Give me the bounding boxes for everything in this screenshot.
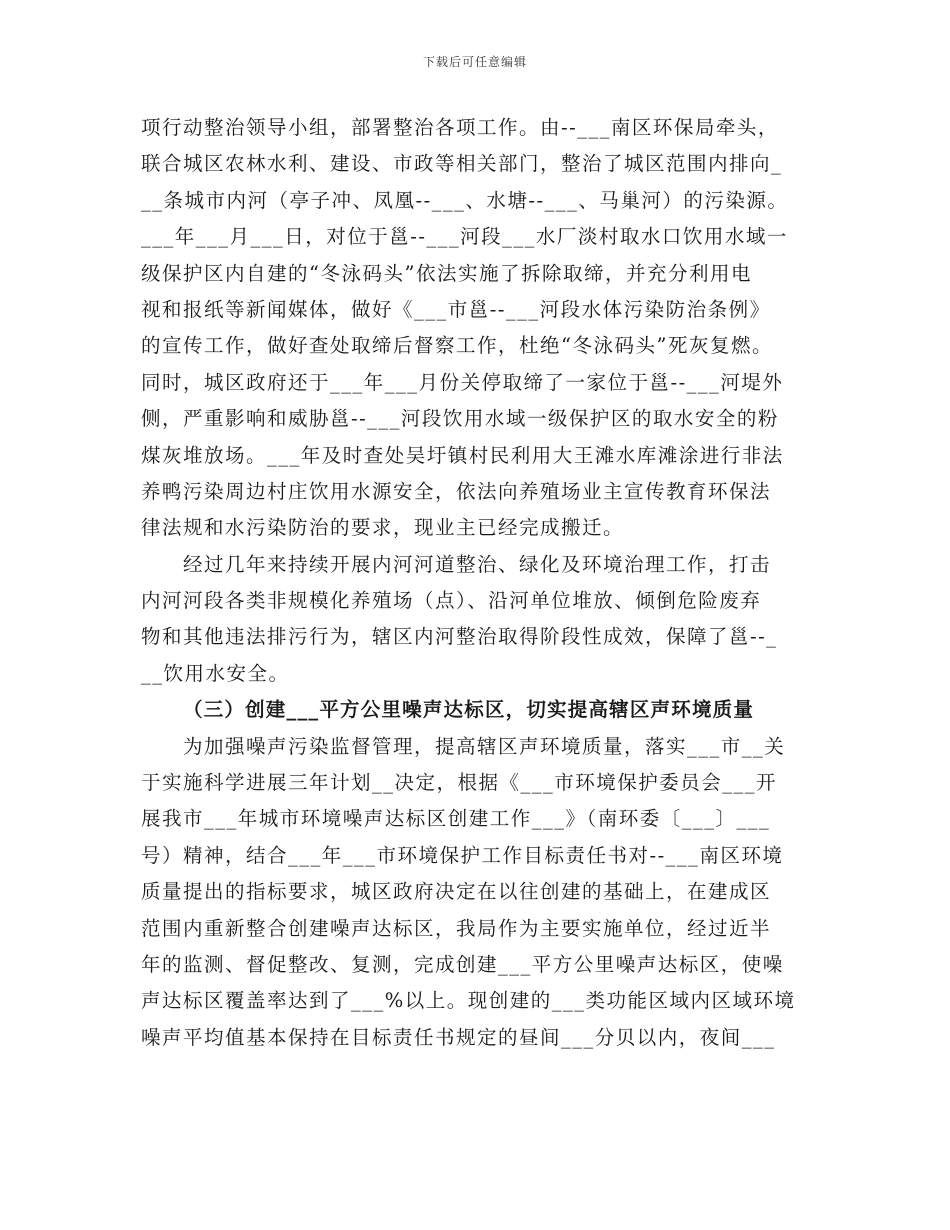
text-line: 物和其他违法排污行为，辖区内河整治取得阶段性成效，保障了邕--_ bbox=[141, 625, 778, 649]
text-line: 年的监测、督促整改、复测，完成创建___平方公里噪声达标区，使噪 bbox=[141, 952, 784, 976]
text-line: 展我市___年城市环境噪声达标区创建工作___》（南环委〔___〕___ bbox=[141, 807, 771, 831]
text-line: 噪声平均值基本保持在目标责任书规定的昼间___分贝以内，夜间___ bbox=[141, 1025, 776, 1049]
text-line: 视和报纸等新闻媒体，做好《___市邕--___河段水体污染防治条例》 bbox=[141, 297, 771, 321]
text-line: 质量提出的指标要求，城区政府决定在以往创建的基础上，在建成区 bbox=[141, 880, 772, 904]
text-line: 项行动整治领导小组，部署整治各项工作。由--___南区环保局牵头， bbox=[141, 116, 779, 139]
text-line: __条城市内河（亭子冲、凤凰--___、水塘--___、马巢河）的污染源。 bbox=[141, 188, 789, 212]
text-line: 同时，城区政府还于___年___月份关停取缔了一家位于邕--___河堤外 bbox=[141, 370, 784, 394]
section-heading: （三）创建___平方公里噪声达标区，切实提高辖区声环境质量 bbox=[183, 698, 755, 722]
text-line: 级保护区内自建的“冬泳码头”依法实施了拆除取缔，并充分利用电 bbox=[141, 261, 752, 285]
page-header: 下载后可任意编辑 bbox=[422, 55, 527, 69]
text-line: 于实施科学进展三年计划__决定，根据《___市环境保护委员会___开 bbox=[141, 771, 778, 795]
document-body bbox=[141, 110, 816, 1056]
text-line: 侧，严重影响和威胁邕--___河段饮用水域一级保护区的取水安全的粉 bbox=[141, 407, 779, 431]
text-line: ___年___月___日，对位于邕--___河段___水厂淡村取水口饮用水域一 bbox=[141, 225, 788, 249]
paragraph-start-line: 为加强噪声污染监督管理，提高辖区声环境质量，落实___市__关 bbox=[183, 734, 786, 758]
paragraph-start-line: 经过几年来持续开展内河河道整治、绿化及环境治理工作，打击 bbox=[183, 552, 772, 576]
text-line: 煤灰堆放场。___年及时查处吴圩镇村民利用大王滩水库滩涂进行非法 bbox=[141, 443, 784, 467]
text-line: __饮用水安全。 bbox=[141, 661, 290, 685]
text-line: 联合城区农林水利、建设、市政等相关部门，整治了城区范围内排向_ bbox=[141, 152, 783, 176]
text-line: 养鸭污染周边村庄饮用水源安全，依法向养殖场业主宣传教育环保法 bbox=[141, 479, 772, 503]
text-line: 的宣传工作，做好查处取缔后督察工作，杜绝“冬泳码头”死灰复燃。 bbox=[141, 334, 773, 358]
text-line: 范围内重新整合创建噪声达标区，我局作为主要实施单位，经过近半 bbox=[141, 916, 772, 940]
text-line: 律法规和水污染防治的要求，现业主已经完成搬迁。 bbox=[141, 516, 625, 540]
text-line: 内河河段各类非规模化养殖场（点）、沿河单位堆放、倾倒危险废弃 bbox=[141, 589, 762, 613]
text-line: 声达标区覆盖率达到了___%以上。现创建的___类功能区域内区域环境 bbox=[141, 989, 796, 1013]
text-line: 号）精神，结合___年___市环境保护工作目标责任书对--___南区环境 bbox=[141, 843, 784, 867]
